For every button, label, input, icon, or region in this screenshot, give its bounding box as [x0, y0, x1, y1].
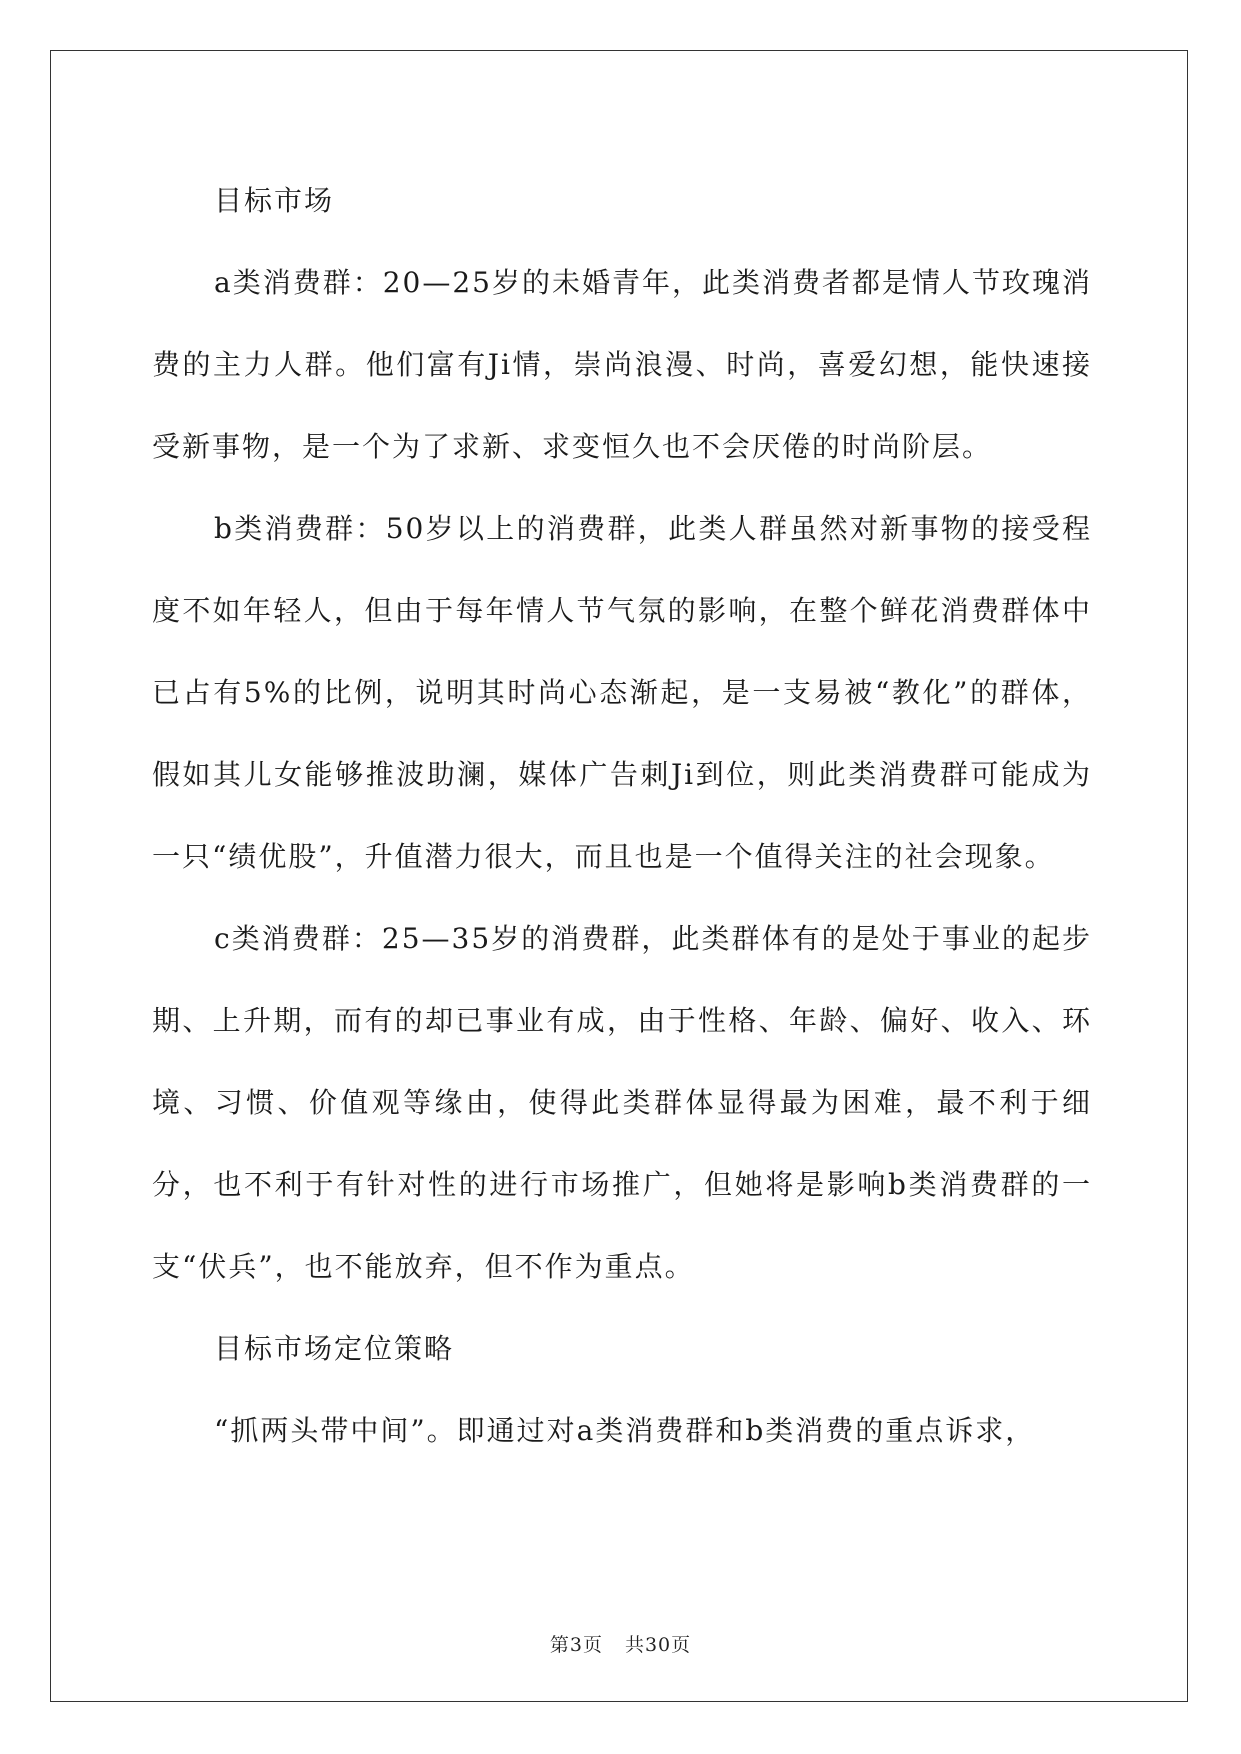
page-number: 第3页	[549, 1634, 603, 1656]
body-paragraph: a类消费群：20—25岁的未婚青年，此类消费者都是情人节玫瑰消费的主力人群。他们富有Ji情，崇尚浪漫、时尚，喜爱幻想，能快速接受新事物，是一个为了求新、求变恒久也不会厌倦的时尚阶层。	[152, 266, 1092, 463]
section-heading: 目标市场	[214, 184, 335, 217]
body-paragraph: c类消费群：25—35岁的消费群，此类群体有的是处于事业的起步期、上升期，而有的却已事业有成，由于性格、年龄、偏好、收入、环境、习惯、价值观等缘由，使得此类群体显得最为困难，最不利于细分，也不利于有针对性的进行市场推广，但她将是影响b类消费群的一支“伏兵”，也不能放弃，但不作为重点。	[152, 922, 1092, 1283]
section-heading: 目标市场定位策略	[214, 1332, 455, 1365]
document-body	[152, 160, 1092, 1472]
body-paragraph: “抓两头带中间”。即通过对a类消费群和b类消费的重点诉求，	[214, 1414, 1036, 1447]
page-total: 共30页	[624, 1634, 692, 1656]
body-paragraph: b类消费群：50岁以上的消费群，此类人群虽然对新事物的接受程度不如年轻人，但由于每年情人节气氛的影响，在整个鲜花消费群体中已占有5%的比例，说明其时尚心态渐起，是一支易被“教化”的群体，假如其儿女能够推波助澜，媒体广告刺Ji到位，则此类消费群可能成为一只“绩优股”，升值潜力很大，而且也是一个值得关注的社会现象。	[152, 512, 1092, 873]
page-footer	[0, 1630, 1241, 1657]
